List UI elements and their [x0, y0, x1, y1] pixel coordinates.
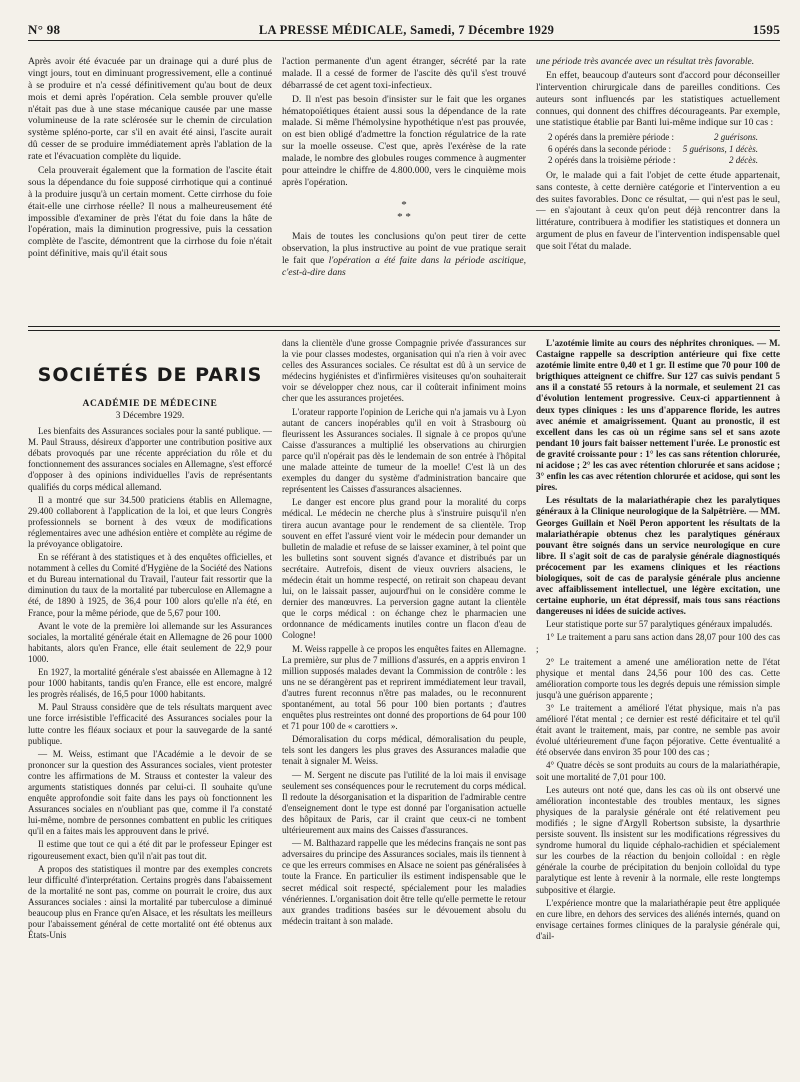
- page-header: [28, 22, 780, 41]
- paragraph: Or, le malade qui a fait l'objet de cette étude appartenait, sans conteste, à cette dernière catégorie et l'intervention a eu des suites favorables. Donc ce résultat, — qui n'est pas le seul, — en s'ajoutant à ceux qu'on peut déjà rencontrer dans la littérature, contribuera à modifier les statistiques et donnera un argument de plus en faveur de l'intervention indispensable quel que soit l'état du malade.: [536, 169, 780, 253]
- banti-statistics: [548, 132, 780, 165]
- page-number: 1595: [752, 22, 780, 37]
- paragraph: Il a montré que sur 34.500 praticiens établis en Allemagne, 29.400 collaborent à l'application de la loi, et que leurs Congrès professionnels se bornent à des vœux de modifications réglementaires avec une adhésion entière et complète au régime de la prévoyance obligatoire.: [28, 494, 272, 550]
- paragraph: — M. Sergent ne discute pas l'utilité de la loi mais il envisage seulement ses conséquences pour le recrutement du corps médical. Il redoute la désorganisation et la disparition de l'admirable centre d'enseignement dont le type est donné par l'organisation actuelle des hôpitaux de Paris, car il craint que ceux-ci ne tombent ultérieurement aux mains des Caisses d'assurances.: [282, 769, 526, 836]
- paragraph: Le danger est encore plus grand pour la moralité du corps médical. Le médecin ne cherche plus à s'instruire puisqu'il n'en tirera aucun avantage pour le rendement de sa clientèle. Trop souvent en effet l'assuré vient voir le médecin pour demander un bulletin de maladie et refuse de se laisser examiner, à tel point que les bulletins sont souvent signés d'avance et distribués par un secrétaire. Autrefois, disent de vieux ouvriers alsaciens, le médecin était un homme respecté, on retirait son chapeau devant lui, on le laissait passer, aujourd'hui on le considère comme le dernier des manœuvres. La perversion gagne autant la clientèle que le corps médical : on échange chez le pharmacien une ordonnance de médicaments inutiles contre un flacon d'eau de Cologne!: [282, 497, 526, 641]
- paragraph: Leur statistique porte sur 57 paralytiques généraux impaludés.: [546, 619, 773, 630]
- paragraph: 3° Le traitement a amélioré l'état physique, mais n'a pas amélioré l'état mental ; ce dernier est resté déficitaire et tel qu'il était avant le traitement, mais, par contre, ne semble pas avoir évolué ultérieurement d'une façon péjorative. Cette éventualité a été observée dans environ 35 pour 100 des cas ;: [536, 703, 780, 758]
- paragraph: En 1927, la mortalité générale s'est abaissée en Allemagne à 12 pour 1000 habitants, tandis qu'en France, elle est encore, malgré les progrès réalisés, de 16,5 pour 1000 habitants.: [28, 667, 272, 700]
- stat-row: 2 opérés dans la première période : 2 guérisons.: [548, 132, 758, 143]
- paragraph: dans la clientèle d'une grosse Compagnie privée d'assurances sur la vie pour classes modestes, organisation qui n'a rien à voir avec celles des Assurances sociales. Ce résultat est dû à un service de médecins hygiénistes et d'infirmières visiteuses qu'on souhaiterait voir se développer chez nous, car il coûterait infiniment moins cher que les assurances projetées.: [282, 338, 526, 404]
- societies-section: [28, 338, 780, 1072]
- newspaper-page: [28, 22, 780, 1072]
- paragraph: — M. Weiss, estimant que l'Académie a le devoir de se prononcer sur la question des Assurances sociales, vient protester contre les affirmations de M. Strauss et contester la valeur des arguments statistiques donnés par celui-ci. Il souhaite qu'une enquête approfondie soit faite dans les pays où fonctionnent les Assurances sociales en n'oubliant pas que, comme il l'a constaté lui-même, nombre de personnes combattent en public les critiques qu'il en a faites mais les approuvent dans le privé.: [28, 748, 272, 837]
- paragraph: D. Il n'est pas besoin d'insister sur le fait que les organes hématopoïétiques étaient aussi sous la dépendance de la rate malade. Si même l'hémolysine hypothétique n'est pas prouvée, on est bien obligé d'admettre la fonction régulatrice de la rate sur la moelle osseuse. C'est que, après l'exérèse de la rate malade, le nombre des globules rouges commence à augmenter pour atteindre le chiffre de 4.800.000, vers le cinquième mois après l'opération.: [282, 93, 526, 188]
- paragraph: L'expérience montre que la malariathérapie peut être appliquée en cure libre, en dehors des services des aliénés internés, quand on envisage certaines formes cliniques de la paralysie générale qui, d'ail-: [536, 897, 780, 941]
- paragraph: Après avoir été évacuée par un drainage qui a duré plus de vingt jours, tout en diminuant progressivement, elle a continué à se produire et n'a cessé définitivement qu'au bout de deux mois et demi après l'opération. Cela semble prouver qu'elle n'était pas due à une stase mécanique causée par une masse volumineuse de la rate sclérosée sur le chemin de circulation système spléno-porte, car s'il en avait été ainsi, l'ascite aurait dû cesser de se produire immédiatement après l'ablation de la rate et l'évacuation complète du liquide.: [28, 56, 272, 163]
- divider: [28, 330, 780, 331]
- top-column-2: [282, 56, 526, 321]
- stat-row: 6 opérés dans la seconde période : 5 guérisons, 1 décès.: [548, 143, 758, 154]
- section-title: SOCIÉTÉS DE PARIS: [37, 364, 263, 386]
- divider: [28, 326, 780, 327]
- session-date: 3 Décembre 1929.: [115, 410, 185, 421]
- paragraph: l'action permanente d'un agent étranger, sécrété par la rate malade. Il a cessé de former de l'ascite dès qu'il s'est trouvé débarrassé de cet agent toxi-infectieux.: [282, 56, 526, 91]
- top-column-1: [28, 56, 272, 321]
- paragraph: Démoralisation du corps médical, démoralisation du peuple, tels sont les dangers les plus graves des Assurances maladie que tenait à signaler M. Weiss.: [282, 734, 526, 767]
- issue-number: N° 98: [28, 22, 61, 37]
- paragraph: — M. Balthazard rappelle que les médecins français ne sont pas adversaires du principe des Assurances sociales, mais ils tiennent à ce que les erreurs commises en Alsace ne soient pas généralisées à toute la France. En particulier ils estiment indispensable que le secret médical soit respecté, spécialement pour les maladies vénériennes. L'organisation doit être telle qu'elle permette le retour aux grandes traditions basées sur le dévouement absolu du médecin traitant à son malade.: [282, 838, 526, 926]
- paragraph: une période très avancée avec un résultat très favorable.: [536, 56, 755, 67]
- paragraph: M. Weiss rappelle à ce propos les enquêtes faites en Allemagne. La première, sur plus de 7 millions d'assurés, en a appris environ 1 million supposés malades devant la Commission de contrôle : les uns ne se dérangèrent pas et reprirent immédiatement leur travail, d'autres furent reconnus n'être pas malades, ou le reconnurent spontanément, au total 56 pour 100 bien portants ; d'autres enquêtes plus restreintes ont donné des proportions de 64 pour 100 et 71 pour 100 de « carottiers ».: [282, 643, 526, 732]
- paragraph: L'azotémie limite au cours des néphrites chroniques. — M. Castaigne rappelle sa description antérieure qui fixe cette azotémie limite entre 0,40 et 1 gr. Il estime que 70 pour 100 de brigthiques atteignent ce chiffre. Sur 127 cas suivis pendant 5 ans il a constaté 55 retours à la normale, et seulement 21 cas d'évolution lentement progressive. Ceux-ci appartiennent à deux types cliniques : les uns d'apparence floride, les autres avec anémie et amaigrissement. Quant au pronostic, il est excellent dans les cas où un régime sans sel et sans azote pendant 10 jours fait baisser nettement l'urée. Le pronostic est de gravité croissante pour : 1° les cas sans rétention chlorurée, ni acidose ; 2° les cas avec rétention chlorurée et sans acidose ; 3° enfin les cas avec rétention chlorurée et acidose, qui sont les pires.: [536, 338, 780, 493]
- paragraph: 2° Le traitement a amené une amélioration nette de l'état physique et mental dans 24,56 pour 100 des cas. Cette amélioration comporte tous les degrés depuis une rémission simple jusqu'à une guérison apparente ;: [536, 656, 780, 700]
- bottom-column-1: [28, 338, 272, 1072]
- paragraph: L'orateur rapporte l'opinion de Leriche qui n'a jamais vu à Lyon autant de cancers inopérables qu'il en voit à Strasbourg où fleurissent les Assurances sociales. Il signale à ce propos qu'une Caisse d'assurances a multiplié les observations au chirurgien parce qu'il n'opérait pas dès le lendemain de son entrée à l'hôpital une malade atteinte de tumeur de la moelle! C'est là un des exemples du danger du système d'administration bancaire que représentent les Caisses d'assurances alsaciennes.: [282, 406, 526, 495]
- paragraph: 4° Quatre décès se sont produits au cours de la malariathérapie, soit une mortalité de 7,01 pour 100.: [536, 760, 780, 782]
- paragraph: M. Paul Strauss considère que de tels résultats marquent avec une force irrésistible l'efficacité des Assurances sociales pour la lutte contre les fléaux sociaux et pour la sauvegarde de la santé publique.: [28, 702, 272, 746]
- paragraph: En effet, beaucoup d'auteurs sont d'accord pour déconseiller l'intervention chirurgicale dans de pareilles conditions. Ces auteurs sont influencés par les statistiques actuellement connues, qui donnent des chiffres décourageants. Par exemple, une statistique établie par Banti lui-même indique sur 10 cas :: [536, 69, 780, 129]
- paragraph: Les résultats de la malariathérapie chez les paralytiques généraux à la Clinique neurologique de la Salpêtrière. — MM. Georges Guillain et Noël Peron apportent les résultats de la malariathérapie obtenus chez les paralytiques généraux pouvant être soignés dans un service neurologique en cure libre. Il s'agit soit de cas de paralysie générale diagnostiqués précocement par les examens cliniques et les réactions biologiques, soit de cas de paralysie générale plus ancienne avec affaiblissement intellectuel, une légère excitation, une certaine euphorie, un état dépressif, mais tous sans réactions dangereuses ni idées de suicide actives.: [536, 495, 780, 617]
- journal-title: LA PRESSE MÉDICALE, Samedi, 7 Décembre 1929: [258, 23, 555, 37]
- paragraph: Les auteurs ont noté que, dans les cas où ils ont observé une amélioration incontestable des troubles mentaux, les signes physiques de la paralysie générale ont été relativement peu modifiés ; le signe d'Argyll Robertson subsiste, la dysarthrie persiste souvent. Ils insistent sur les modifications régressives du syndrome humoral du liquide céphalo-rachidien et spécialement sur les courbes de la réaction du benjoin colloïdal : en règle générale la courbe de précipitation du benjoin colloïdal du type paralytique est lente à revenir à la normale, elle reste longtemps subpositive et élargie.: [536, 784, 780, 895]
- paragraph: Cela prouverait également que la formation de l'ascite était sous la dépendance du foie supposé cirrhotique qui a continué à la produire jusqu'à un certain moment. Cette cirrhose du foie était-elle une cirrhose réelle? Il nous a malheureusement été impossible d'examiner de près l'état du foie dans la hâte de l'opération, mais la diminution progressive, puis la cessation complète de l'ascite, démontrent que la cirrhose du foie n'était point définitive, mais qu'il était sous: [28, 165, 272, 260]
- paragraph: En se référant à des statistiques et à des enquêtes officielles, et notamment à celles du Comité d'Hygiène de la Société des Nations et du Bureau international du Travail, l'auteur fait ressortir que la diminution du taux de la mortalité par tuberculose en Allemagne a été, de 1890 à 1925, de 36,4 pour 100 alors qu'elle n'a été, en France, pour la même période, que de 5,67 pour 100.: [28, 552, 272, 618]
- top-article: [28, 56, 780, 321]
- academy-title: ACADÉMIE DE MÉDECINE: [82, 399, 218, 410]
- paragraph: Il estime que tout ce qui a été dit par le professeur Epinger est rigoureusement exact, bien qu'il n'ait pas tout dit.: [28, 839, 272, 861]
- bottom-column-3: [536, 338, 780, 1072]
- paragraph: Mais de toutes les conclusions qu'on peut tirer de cette observation, la plus instructive au point de vue pratique serait le fait que l'opération a été faite dans la période ascitique, c'est-à-dire dans: [282, 230, 526, 278]
- section-separator: * * *: [397, 198, 411, 223]
- paragraph: Les bienfaits des Assurances sociales pour la santé publique. — M. Paul Strauss, désireux d'apporter une contribution positive aux débats provoqués par une récente appréciation du rôle et du fonctionnement des assurances sociales en Allemagne, s'est efforcé d'opposer à des opinions individuelles l'avis de représentants qualifiés du corps médical allemand.: [28, 426, 272, 492]
- paragraph: Avant le vote de la première loi allemande sur les Assurances sociales, la mortalité générale était en Allemagne de 26 pour 1000 habitants, alors qu'en France, elle était seulement de 22,9 pour 1000.: [28, 620, 272, 664]
- top-column-3: [536, 56, 780, 321]
- stat-row: 2 opérés dans la troisième période : 2 décès.: [548, 154, 758, 165]
- paragraph: A propos des statistiques il montre par des exemples concrets leur difficulté d'interprétation. Certains progrès dans l'abaissement de la mortalité ne sont pas, comme on pourrait le croire, dus aux Assurances sociales : ainsi la mortalité par tuberculose a diminué beaucoup plus en France qu'en Alsace, et les résultats les meilleurs pour l'abaissement général de cette mortalité ont été obtenus aux États-Unis: [28, 863, 272, 941]
- bottom-column-2: [282, 338, 526, 1072]
- paragraph: 1° Le traitement a paru sans action dans 28,07 pour 100 des cas ;: [536, 632, 780, 654]
